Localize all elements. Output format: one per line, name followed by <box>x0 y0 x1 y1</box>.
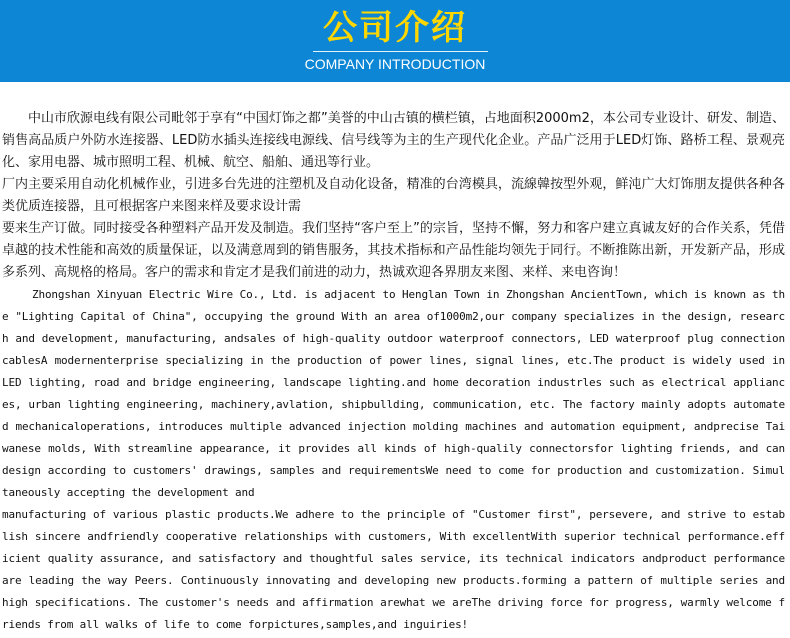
intro-cn-paragraph-2: 厂内主要采用自动化机械作业，引进多台先进的注塑机及自动化设备，精准的台湾模具，流線韓按型外观，鲜沌广大灯饰朋友提供各种各类优质连接器，且可根据客户来图来样及要求设计需 <box>2 177 785 214</box>
intro-cn-paragraph-1: 中山市欣源电线有限公司毗邻于享有“中国灯饰之都”美誉的中山古镇的横栏镇，占地面积2000m2，本公司专业设计、研发、制造、销售高品质户外防水连接器、LED防水插头连接线电源线、信号线等为主的生产现代化企业。产品广泛用于LED灯饰、路桥工程、景观亮化、家用电器、城市照明工程、机械、航空、船舶、通迅等行业。 <box>2 111 785 170</box>
intro-content <box>2 108 785 636</box>
header-banner <box>0 0 790 82</box>
page-title: 公司介绍 <box>323 8 467 48</box>
intro-cn-paragraph-3: 要来生产订做。同时接受各种塑料产品开发及制造。我们坚持“客户至上”的宗旨，坚持不懈，努力和客户建立真诚友好的合作关系，凭借卓越的技术性能和高效的质量保证，以及满意周到的销售服务，其技术指标和产品性能均领先于同行。不断推陈出新，开发新产品，形成多系列、高规格的格局。客户的需求和肯定才是我们前进的动力，热诚欢迎各界朋友来图、来样、来电咨询！ <box>2 221 785 280</box>
intro-en-paragraph-1: Zhongshan Xinyuan Electric Wire Co., Ltd. is adjacent to Henglan Town in Zhongshan AncientTown, which is known as the "Lighting Capital of China", occupying the ground With an area of1000m2,our company specializes in the design, research and development, manufacturing, andsales of high-quality outdoor waterproof connectors, LED waterproof plug connection cablesA modernenterprise specializing in the production of power lines, signal lines, etc.The product is widely used in LED lighting, road and bridge engineering, landscape lighting.and home decoration industrles such as electrical appliances, urban lighting engineering, machinery,avlation, shipbullding, communication, etc. The factory mainly adopts automated mechanicaloperations, introduces multiple advanced injection molding machines and automation equipment, andprecise Taiwanese molds, With streamline appearance, it provides all kinds of high-qualily connectorsfor lighting friends, and can design according to customers' drawings, samples and requirementsWe need to come for production and customization. Simultaneously accepting the development and <box>2 288 785 499</box>
title-divider <box>313 51 488 52</box>
intro-en-paragraph-2: manufacturing of various plastic products.We adhere to the principle of "Customer first", persevere, and strive to establish sincere andfriendly cooperative relationships with customers, With excellentWith superior technical performance.efficient quality assurance, and satisfactory and thoughtful sales service, its technical indicators andproduct performance are leading the way Peers. Continuously innovating and developing new products.forming a pattern of multiple series and high specifications. The customer's needs and affirmation arewhat we areThe driving force for progress, warmly welcome friends from all walks of life to come forpictures,samples,and inguiries! <box>2 508 785 631</box>
page-subtitle: COMPANY INTRODUCTION <box>304 56 486 72</box>
